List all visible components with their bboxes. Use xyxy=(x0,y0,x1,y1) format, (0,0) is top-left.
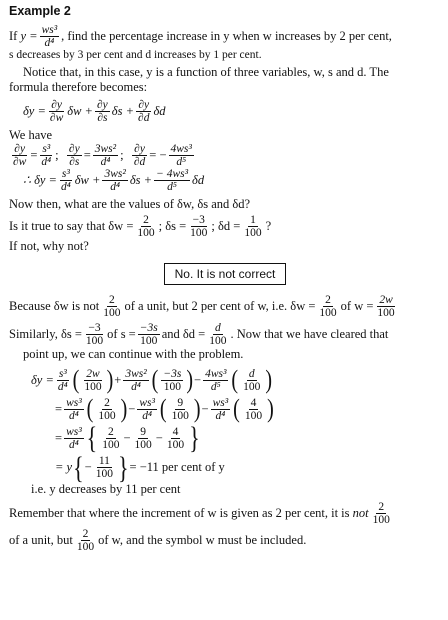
fraction xyxy=(203,368,228,393)
denominator: d⁴ xyxy=(68,438,79,451)
operator: − xyxy=(201,401,209,416)
fraction xyxy=(93,143,118,168)
fraction xyxy=(48,99,65,124)
working-line-3 xyxy=(9,420,441,456)
working-line-2 xyxy=(9,397,441,422)
denominator: d⁴ xyxy=(110,181,121,194)
denominator: d⁵ xyxy=(176,156,187,169)
denominator: 100 xyxy=(377,307,395,320)
q-rest: , find the percentage increase in y when w increases by 2 per cent, xyxy=(61,29,392,44)
operator: − xyxy=(84,460,92,475)
fraction xyxy=(100,426,121,451)
paren: ) xyxy=(267,395,274,424)
text: of a unit, but xyxy=(9,533,73,548)
numerator: ∂y xyxy=(14,143,26,156)
conclusion-line: i.e. y decreases by 11 per cent xyxy=(31,482,181,497)
operator: − xyxy=(194,372,202,387)
denominator: 100 xyxy=(84,380,102,393)
text: and δd = xyxy=(161,326,206,341)
denominator: 100 xyxy=(163,380,181,393)
operator: + xyxy=(114,372,122,387)
because-line xyxy=(9,294,441,319)
term: δw + xyxy=(67,103,93,118)
fraction xyxy=(39,143,53,168)
fraction xyxy=(94,455,115,480)
text: of a unit, but 2 per cent of w, i.e. δw = xyxy=(124,299,316,314)
numerator: ∂y xyxy=(138,98,150,111)
working-line-4 xyxy=(9,449,441,485)
emphasis: not xyxy=(352,506,369,521)
numerator: ws³ xyxy=(212,396,229,409)
therefore-line xyxy=(9,168,441,193)
numerator: 11 xyxy=(98,455,110,468)
paragraph-line: formula therefore becomes: xyxy=(9,79,148,94)
operator: − xyxy=(123,430,131,445)
denominator: 100 xyxy=(85,334,104,347)
paren: ) xyxy=(106,365,114,395)
numerator: 4 xyxy=(250,396,257,409)
fraction xyxy=(133,426,154,451)
numerator: ws³ xyxy=(66,396,82,409)
denominator: 100 xyxy=(244,409,263,422)
numerator: d xyxy=(248,367,255,380)
fraction xyxy=(188,214,209,239)
denominator: 100 xyxy=(243,380,261,393)
numerator: ∂y xyxy=(97,98,108,111)
operator: = xyxy=(55,430,63,445)
fraction xyxy=(170,397,191,422)
text: Because δw is not xyxy=(9,299,100,314)
denominator: ∂w xyxy=(49,111,64,124)
numerator: 2 xyxy=(143,214,149,227)
text: of w = xyxy=(340,299,374,314)
numerator: 4 xyxy=(172,425,179,438)
brace: { xyxy=(86,420,98,456)
fraction xyxy=(136,99,151,124)
page xyxy=(9,4,441,553)
fraction xyxy=(96,397,117,422)
term: δs + xyxy=(129,173,153,188)
denominator: d⁵ xyxy=(167,181,177,194)
paren: ) xyxy=(120,395,128,424)
text: Remember that where the increment of w is given as 2 per cent, it is xyxy=(9,506,350,521)
fraction xyxy=(64,426,84,451)
denominator: 100 xyxy=(209,334,227,347)
denominator: 100 xyxy=(166,438,185,451)
operator: − xyxy=(155,430,163,445)
brace: } xyxy=(189,420,200,456)
denominator: ∂s xyxy=(97,111,108,124)
denominator: 100 xyxy=(190,227,208,240)
fraction xyxy=(169,143,194,168)
fraction xyxy=(67,143,82,168)
numerator: 2 xyxy=(104,396,110,409)
paren: ( xyxy=(231,365,239,395)
denominator: ∂s xyxy=(69,156,80,169)
fraction xyxy=(64,397,84,422)
fraction xyxy=(317,294,338,319)
numerator: 4ws³ xyxy=(205,367,227,380)
partial-derivatives xyxy=(9,143,441,168)
numerator: −3s xyxy=(163,367,182,380)
fraction xyxy=(101,294,122,319)
remember-line xyxy=(9,501,441,526)
fraction xyxy=(102,168,127,193)
paren: ( xyxy=(233,395,240,424)
denominator: ∂d xyxy=(138,111,150,124)
denominator: d⁴ xyxy=(142,409,152,422)
numerator: ∂y xyxy=(68,143,80,156)
denominator: ∂d xyxy=(133,156,146,169)
denominator: 100 xyxy=(171,409,189,422)
fraction xyxy=(207,322,228,347)
denominator: d⁴ xyxy=(215,409,226,422)
operator: = − xyxy=(149,148,167,163)
fraction xyxy=(137,397,157,422)
numerator: 2w xyxy=(379,294,393,307)
text: ? xyxy=(265,219,272,234)
operator: − xyxy=(128,401,136,416)
numerator: ∂y xyxy=(51,98,62,111)
numerator: 2 xyxy=(82,528,89,541)
numerator: s³ xyxy=(61,168,70,181)
we-have-label: We have xyxy=(9,128,53,143)
fraction xyxy=(138,322,160,347)
paren: ) xyxy=(265,365,273,395)
is-it-true-line xyxy=(9,214,441,239)
question-text: Now then, what are the values of δw, δs and δd? xyxy=(9,197,251,212)
fraction xyxy=(56,368,70,393)
text: Similarly, δs = xyxy=(9,326,82,341)
text: of w, and the symbol w must be included. xyxy=(98,533,307,548)
paragraph-line: Notice that, in this case, y is a function of three variables, w, s and d. The xyxy=(23,64,389,79)
text: = y xyxy=(55,460,73,475)
term: δd xyxy=(153,103,166,118)
brace: } xyxy=(117,449,129,485)
paren: ) xyxy=(193,395,201,424)
text: ; δd = xyxy=(211,219,241,234)
question-text: If not, why not? xyxy=(9,239,89,254)
fraction xyxy=(11,143,28,168)
fraction xyxy=(241,368,262,393)
text: Is it true to say that δw = xyxy=(9,219,134,234)
text: . Now that we have cleared that xyxy=(230,326,389,341)
numerator: d xyxy=(214,321,221,334)
term: δw + xyxy=(74,173,101,188)
paren: ( xyxy=(86,395,94,424)
numerator: 3ws² xyxy=(104,168,126,181)
numerator: ∂y xyxy=(134,143,145,156)
fraction xyxy=(135,214,156,239)
numerator: 9 xyxy=(177,396,184,409)
denominator: 100 xyxy=(98,409,116,422)
denominator: 100 xyxy=(372,514,390,527)
final-line xyxy=(9,528,441,553)
numerator: 2 xyxy=(325,294,331,307)
denominator: 100 xyxy=(103,307,121,320)
denominator: 100 xyxy=(102,438,120,451)
fraction xyxy=(75,528,96,553)
numerator: 2 xyxy=(107,425,114,438)
fraction xyxy=(40,24,60,49)
q-lhs: y = xyxy=(20,29,38,44)
denominator: ∂w xyxy=(13,156,27,169)
numerator: 9 xyxy=(140,425,147,438)
answer-box: No. It is not correct xyxy=(164,263,287,285)
fraction xyxy=(161,368,183,393)
paragraph-line: point up, we can continue with the problem. xyxy=(23,346,244,361)
fraction xyxy=(123,368,148,393)
numerator: 1 xyxy=(250,214,256,227)
brace: { xyxy=(73,449,84,485)
fraction xyxy=(371,501,392,526)
separator: ; xyxy=(55,148,59,163)
paren: ( xyxy=(159,395,167,424)
example-heading: Example 2 xyxy=(9,4,71,18)
fraction xyxy=(165,426,186,451)
denominator: d⁵ xyxy=(210,380,221,393)
denominator: d⁴ xyxy=(68,409,79,422)
denominator: d⁴ xyxy=(57,380,68,393)
numerator: 3ws² xyxy=(94,143,117,156)
fraction xyxy=(375,294,396,319)
separator: ; xyxy=(120,148,124,163)
working-line-1 xyxy=(9,365,441,395)
fraction xyxy=(84,322,105,347)
answer-box-row xyxy=(9,263,441,285)
numerator: −3 xyxy=(88,321,101,334)
denominator: d⁴ xyxy=(61,181,71,194)
similarly-line xyxy=(9,322,441,347)
denominator: 100 xyxy=(319,307,337,320)
fraction xyxy=(242,214,263,239)
term: δs + xyxy=(111,103,135,118)
numerator: 4ws³ xyxy=(170,143,192,156)
operator: = xyxy=(55,401,63,416)
denominator: d⁴ xyxy=(100,156,111,169)
fraction xyxy=(154,168,190,193)
numerator: ws³ xyxy=(139,396,155,409)
lhs: δy = xyxy=(23,103,46,118)
text: of s = xyxy=(107,326,136,341)
numerator: ws³ xyxy=(41,24,58,36)
fraction xyxy=(132,143,147,168)
fraction xyxy=(95,99,110,124)
text: ; δs = xyxy=(158,219,187,234)
denominator: 100 xyxy=(244,227,262,240)
denominator: d⁴ xyxy=(44,37,55,50)
denominator: 100 xyxy=(76,541,95,554)
fraction xyxy=(82,368,103,393)
numerator: s³ xyxy=(58,367,67,380)
lhs: δy = xyxy=(31,372,54,387)
question-line-2: s decreases by 3 per cent and d increases by 1 per cent. xyxy=(9,49,262,62)
numerator: −3s xyxy=(139,321,158,334)
paren: ) xyxy=(186,365,194,395)
numerator: 2 xyxy=(378,501,385,514)
numerator: 2w xyxy=(86,367,100,380)
question-line-1 xyxy=(9,24,441,49)
denominator: 100 xyxy=(95,468,113,481)
fraction xyxy=(243,397,264,422)
formula-total-differential xyxy=(9,99,441,124)
term: δd xyxy=(192,173,205,188)
denominator: 100 xyxy=(134,438,152,451)
numerator: −3 xyxy=(192,214,205,227)
numerator: s³ xyxy=(42,143,51,156)
fraction xyxy=(211,397,231,422)
denominator: 100 xyxy=(137,227,155,240)
numerator: 3ws² xyxy=(125,367,147,380)
operator: = xyxy=(83,148,91,163)
paren: ( xyxy=(151,365,159,395)
denominator: d⁴ xyxy=(131,380,141,393)
denominator: d⁴ xyxy=(41,156,52,169)
numerator: ws³ xyxy=(66,425,82,438)
numerator: 2 xyxy=(109,294,115,307)
lhs: ∴ δy = xyxy=(23,173,57,188)
q-lead: If xyxy=(9,29,18,44)
text: = −11 per cent of y xyxy=(129,460,225,475)
numerator: − 4ws³ xyxy=(156,168,189,181)
fraction xyxy=(59,168,73,193)
denominator: 100 xyxy=(140,334,158,347)
paren: ( xyxy=(72,365,80,395)
operator: = xyxy=(30,148,38,163)
